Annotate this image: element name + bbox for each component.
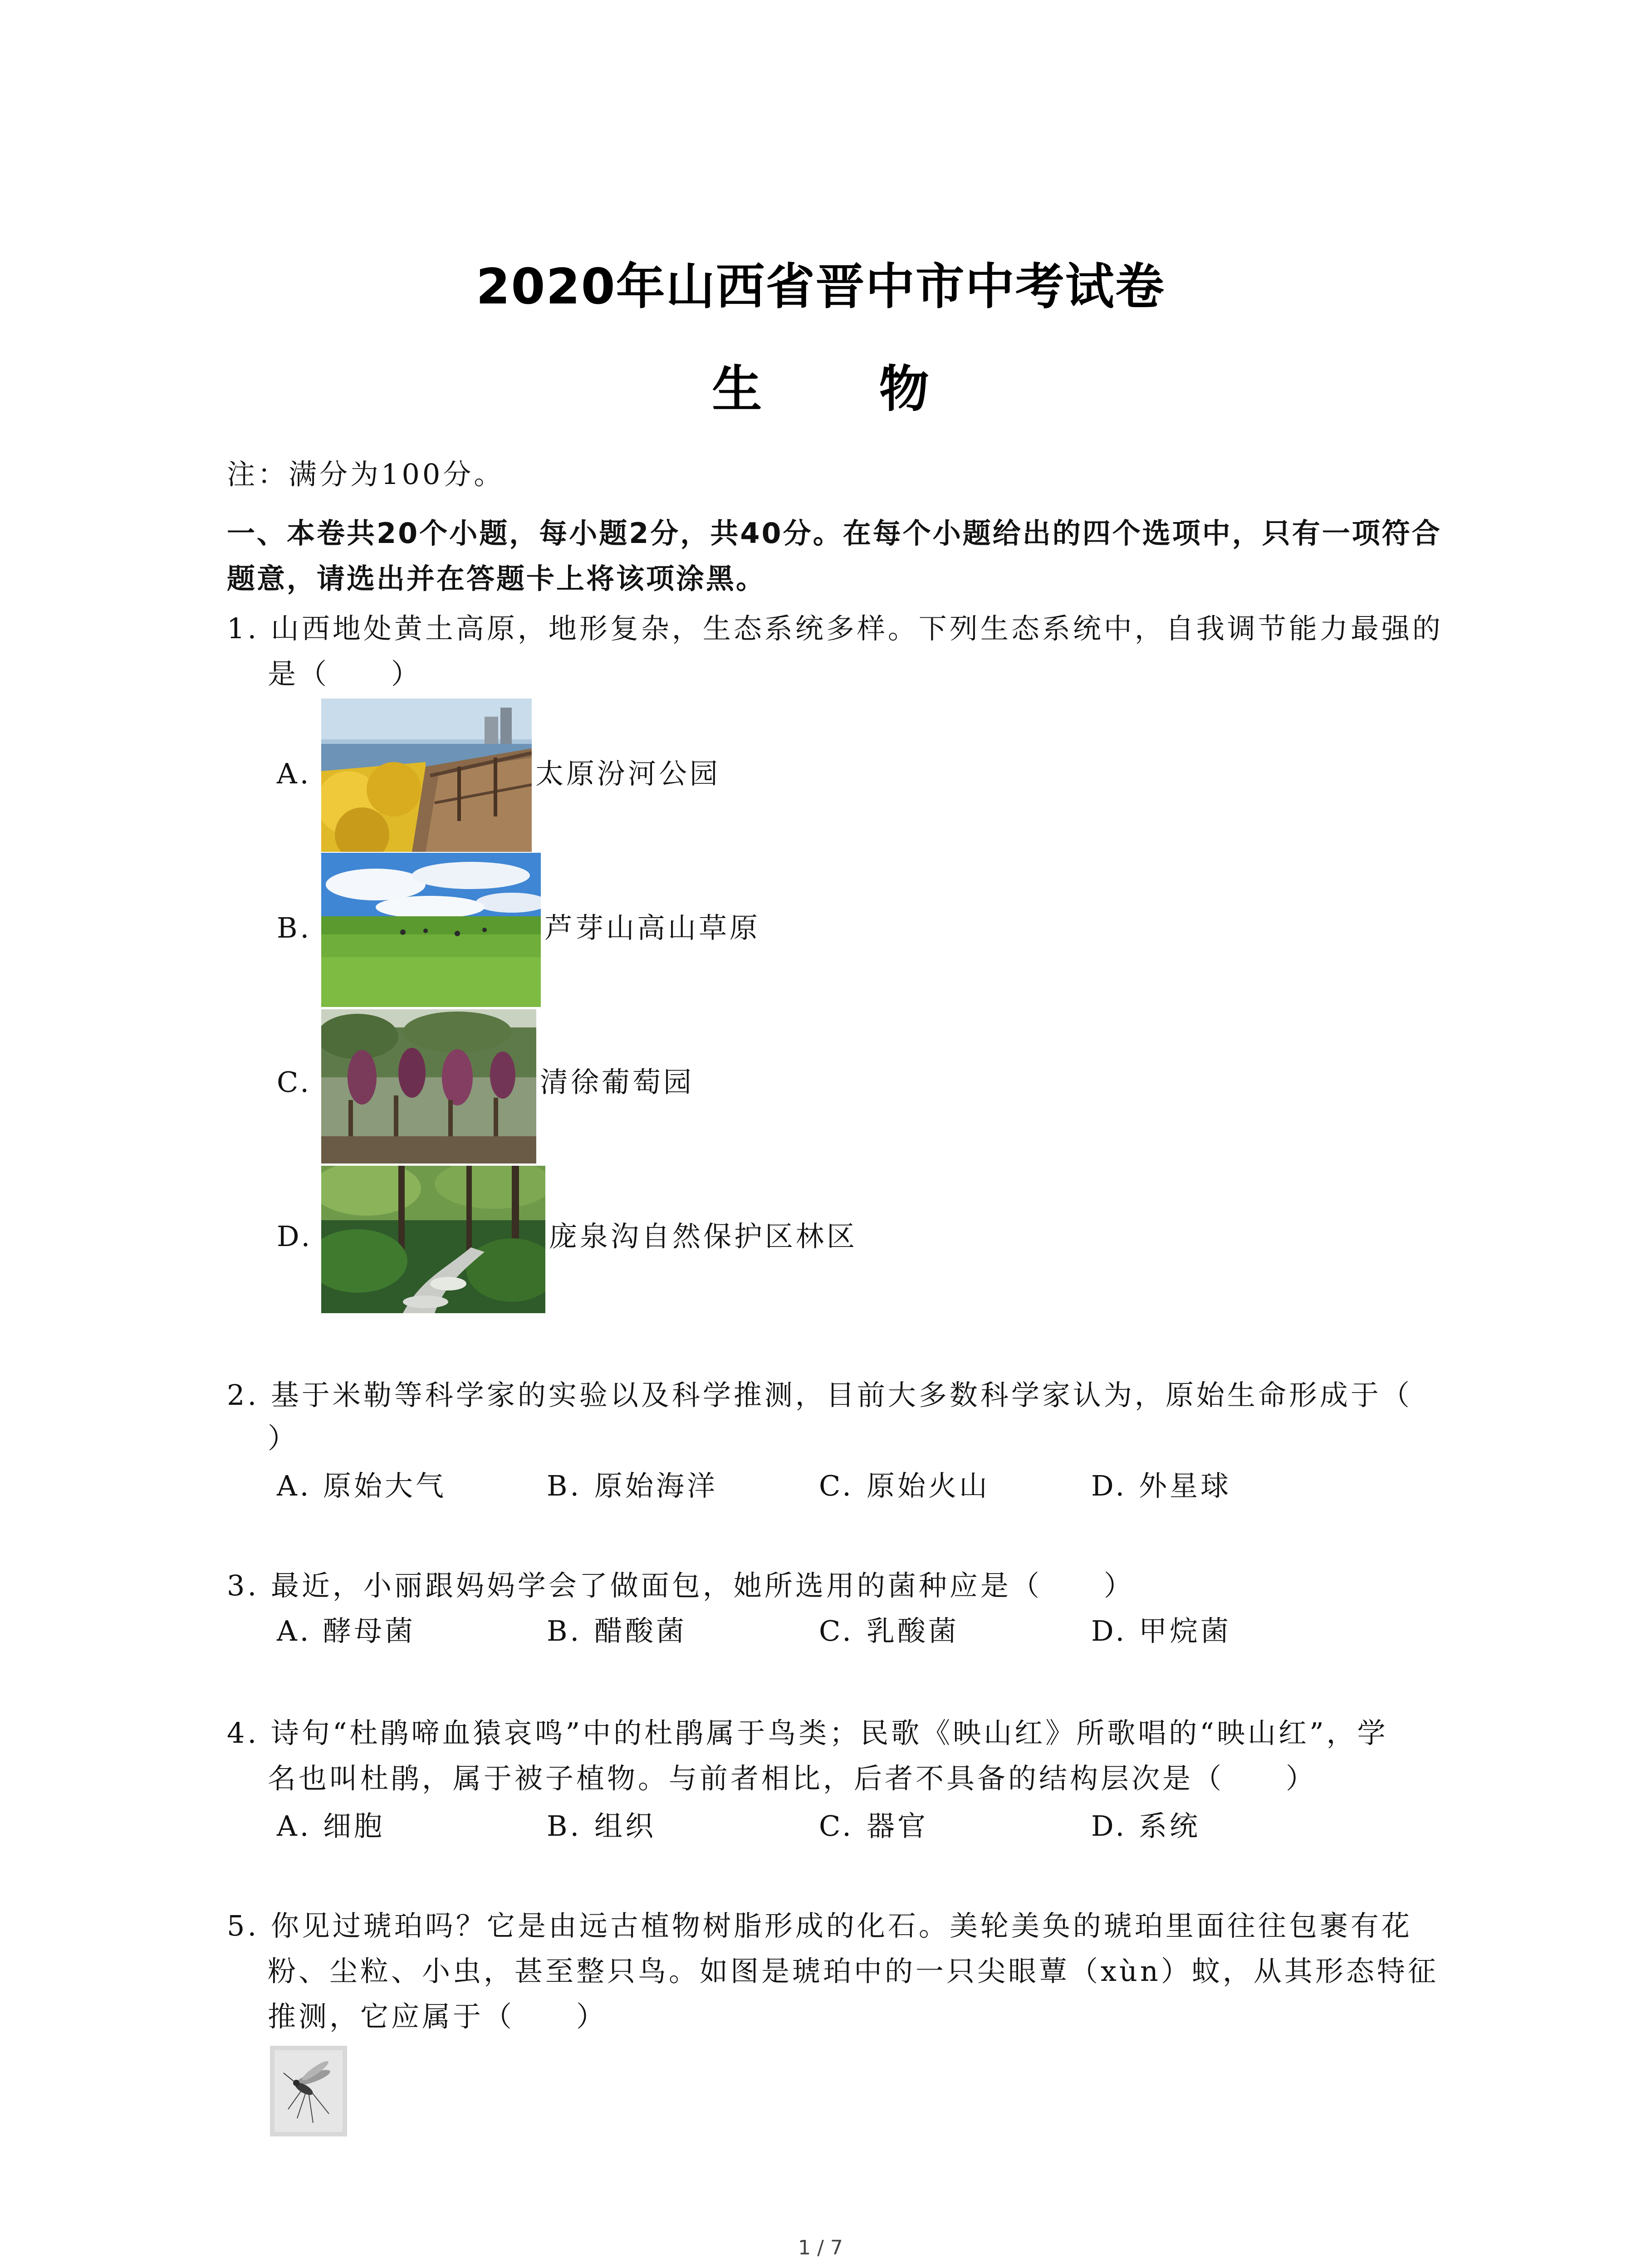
option-letter: A. — [277, 757, 312, 790]
option-letter: B. — [277, 911, 312, 944]
option-text: 系统 — [1139, 1809, 1201, 1843]
section-heading-line1: 一、本卷共20个小题，每小题2分，共40分。在每个小题给出的四个选项中，只有一项符合 — [227, 517, 1442, 550]
option-text: 外星球 — [1139, 1469, 1232, 1502]
option-text: 原始火山 — [867, 1469, 990, 1502]
exam-title: 2020年山西省晋中市中考试卷 — [476, 259, 1165, 315]
option-text: 组织 — [594, 1809, 656, 1843]
option-text: 细胞 — [323, 1809, 385, 1843]
forest-stream-photo — [321, 1166, 545, 1313]
question-4-text: 4. 诗句“杜鹃啼血猿哀鸣”中的杜鹃属于鸟类；民歌《映山红》所歌唱的“映山红”，学 — [227, 1716, 1388, 1750]
question-1-text-cont: 是（ ） — [268, 657, 422, 690]
option-letter: A. — [277, 1809, 312, 1843]
option-letter: B. — [547, 1614, 582, 1647]
option-letter: D. — [1091, 1614, 1127, 1647]
option-text: 乳酸菌 — [867, 1614, 960, 1647]
question-5-text: 5. 你见过琥珀吗？它是由远古植物树脂形成的化石。美轮美奂的琥珀里面往往包裹有花 — [227, 1909, 1412, 1942]
question-2-text-cont: ） — [268, 1422, 299, 1455]
option-text: 甲烷菌 — [1139, 1614, 1232, 1647]
option-text: 酵母菌 — [323, 1614, 416, 1647]
question-3-text: 3. 最近，小丽跟妈妈学会了做面包，她所选用的菌种应是（ ） — [227, 1569, 1135, 1602]
option-text: 醋酸菌 — [594, 1614, 687, 1647]
grassland-photo — [321, 853, 541, 1007]
option-letter: A. — [277, 1614, 312, 1647]
option-letter: D. — [277, 1220, 313, 1253]
option-text: 清徐葡萄园 — [540, 1066, 695, 1099]
option-letter: C. — [819, 1614, 854, 1647]
option-letter: A. — [277, 1469, 312, 1502]
option-text: 庞泉沟自然保护区林区 — [549, 1220, 858, 1253]
option-text: 原始海洋 — [594, 1469, 718, 1502]
option-text: 太原汾河公园 — [535, 757, 721, 790]
subject-title: 生 物 — [712, 360, 979, 418]
question-2-text: 2. 基于米勒等科学家的实验以及科学推测，目前大多数科学家认为，原始生命形成于（ — [227, 1378, 1412, 1412]
option-text: 原始大气 — [323, 1469, 447, 1502]
option-letter: D. — [1091, 1809, 1127, 1843]
option-text: 器官 — [867, 1809, 929, 1843]
question-4-text-cont: 名也叫杜鹃，属于被子植物。与前者相比，后者不具备的结构层次是（ ） — [268, 1762, 1317, 1795]
option-letter: B. — [547, 1809, 582, 1843]
option-letter: B. — [547, 1469, 582, 1502]
gnat-in-amber-photo — [270, 2046, 347, 2136]
option-letter: D. — [1091, 1469, 1127, 1502]
option-letter: C. — [819, 1469, 854, 1502]
score-note: 注：满分为100分。 — [227, 458, 505, 491]
question-5-text-cont2: 推测，它应属于（ ） — [268, 2000, 607, 2033]
question-5-text-cont: 粉、尘粒、小虫，甚至整只鸟。如图是琥珀中的一只尖眼蕈（xùn）蚊，从其形态特征 — [268, 1955, 1439, 1988]
section-heading-line2: 题意，请选出并在答题卡上将该项涂黑。 — [227, 562, 766, 595]
option-text: 芦芽山高山草原 — [544, 911, 761, 944]
riverside-park-photo — [321, 699, 532, 852]
option-letter: C. — [819, 1809, 854, 1843]
option-letter: C. — [277, 1066, 312, 1099]
vineyard-photo — [321, 1009, 536, 1163]
question-1-text: 1. 山西地处黄土高原，地形复杂，生态系统多样。下列生态系统中，自我调节能力最强的 — [227, 612, 1443, 645]
page-number: 1 / 7 — [798, 2236, 843, 2259]
